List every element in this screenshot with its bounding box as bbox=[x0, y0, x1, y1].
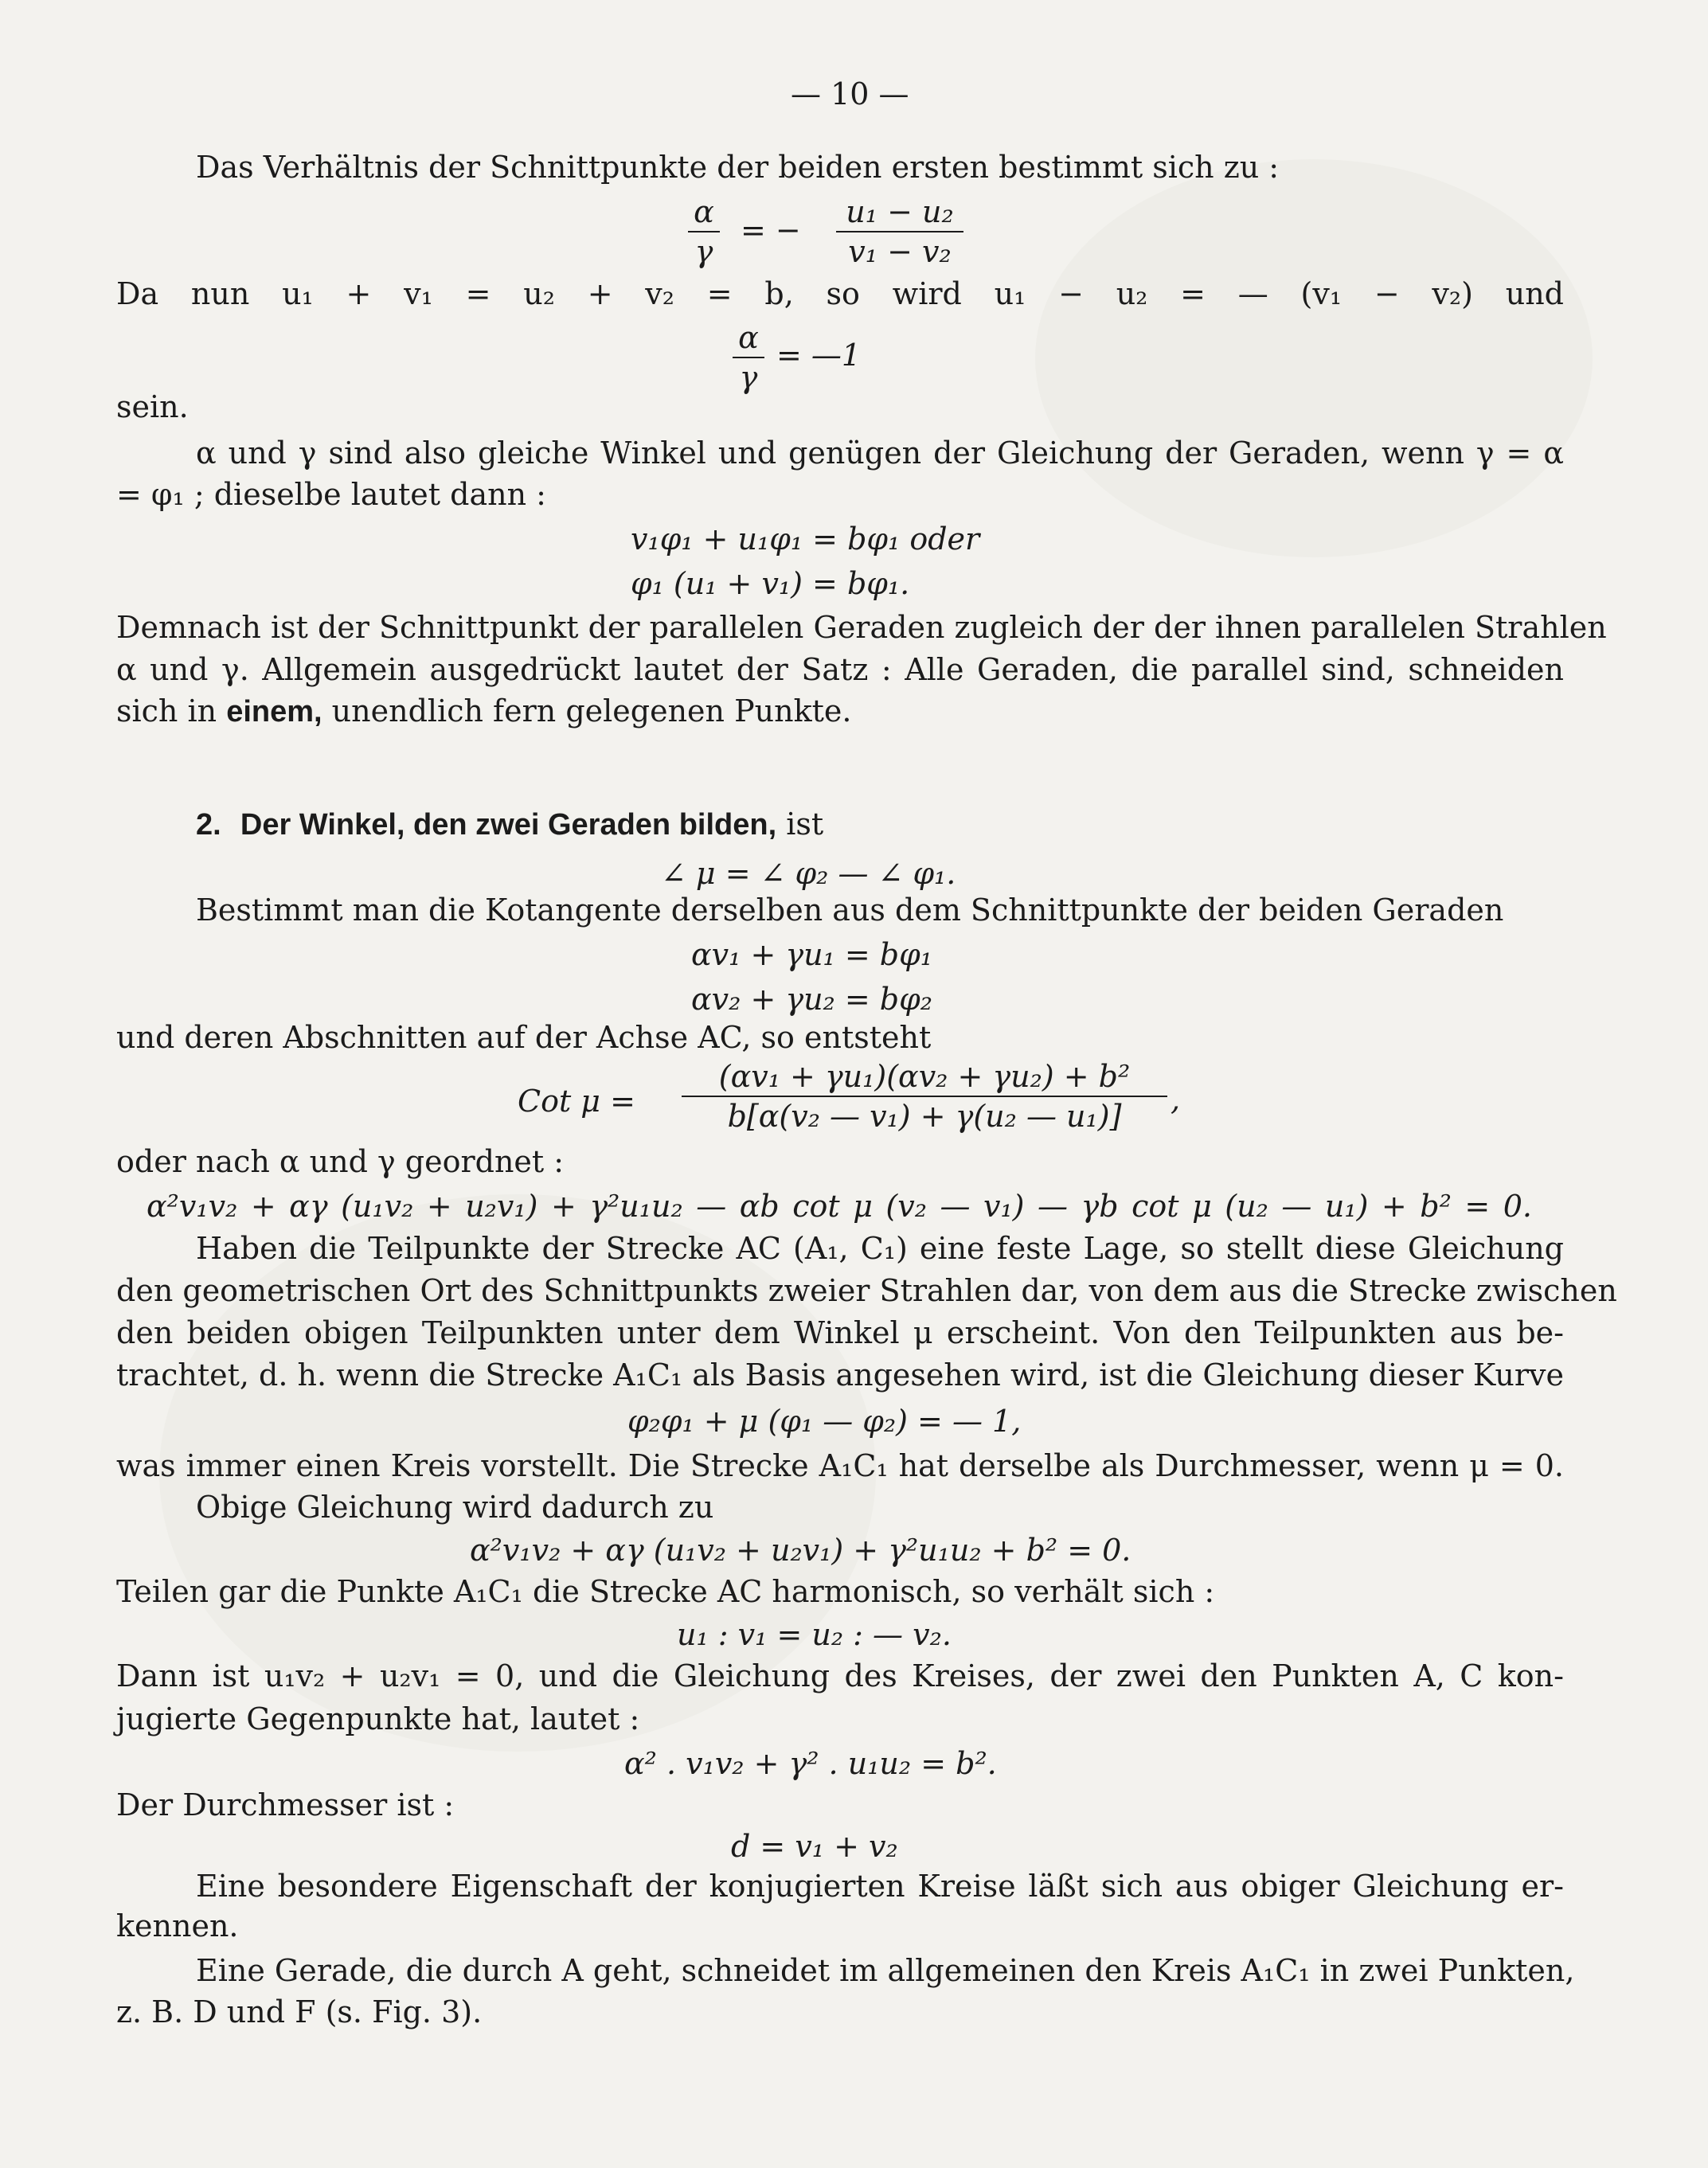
section-title: Der Winkel, den zwei Geraden bilden, bbox=[240, 808, 777, 842]
page-number: — 10 — bbox=[791, 76, 909, 111]
text-line: z. B. D und F (s. Fig. 3). bbox=[116, 1994, 483, 2029]
fraction-bar bbox=[733, 357, 764, 358]
text-line: Obige Gleichung wird dadurch zu bbox=[196, 1490, 714, 1525]
equation-comma: , bbox=[1171, 1082, 1181, 1117]
section-heading bbox=[196, 806, 823, 843]
fraction-bar bbox=[836, 231, 963, 232]
text-line: den beiden obigen Teilpunkten unter dem Winkel μ erscheint. Von den Teilpunkten aus be- bbox=[116, 1315, 1564, 1350]
fraction-alpha-gamma-2 bbox=[733, 320, 764, 395]
text-line: und deren Abschnitten auf der Achse AC, so entsteht bbox=[116, 1020, 932, 1055]
text-line: Teilen gar die Punkte A₁C₁ die Strecke AC harmonisch, so verhält sich : bbox=[116, 1574, 1215, 1609]
fraction-numerator: u₁ − u₂ bbox=[846, 194, 954, 229]
text-fragment: sich in bbox=[116, 693, 227, 729]
equation: v₁φ₁ + u₁φ₁ = bφ₁ oder bbox=[631, 521, 980, 557]
text-fragment: unendlich fern gelegenen Punkte. bbox=[322, 693, 852, 729]
fraction-denominator: b[α(v₂ — v₁) + γ(u₂ — u₁)] bbox=[727, 1099, 1122, 1134]
text-line: kennen. bbox=[116, 1908, 239, 1943]
text-line: Eine Gerade, die durch A geht, schneidet im allgemeinen den Kreis A₁C₁ in zwei Punkten, bbox=[196, 1953, 1575, 1988]
fraction-alpha-gamma bbox=[688, 194, 720, 269]
cot-fraction bbox=[682, 1059, 1167, 1134]
cot-label: Cot μ = bbox=[518, 1084, 635, 1119]
text-line: = φ₁ ; dieselbe lautet dann : bbox=[116, 477, 546, 512]
equation-long: α²v₁v₂ + αγ (u₁v₂ + u₂v₁) + γ²u₁u₂ — αb cot μ (v₂ — v₁) — γb cot μ (u₂ — u₁) + b² = 0. bbox=[147, 1189, 1532, 1224]
section-number: 2. bbox=[196, 808, 221, 842]
text-line: trachtet, d. h. wenn die Strecke A₁C₁ als Basis angesehen wird, ist die Gleichung dieser Kurve bbox=[116, 1357, 1564, 1393]
text-line: Das Verhältnis der Schnittpunkte der beiden ersten bestimmt sich zu : bbox=[196, 150, 1280, 185]
equation-result: = —1 bbox=[776, 338, 862, 373]
equation: d = v₁ + v₂ bbox=[731, 1829, 898, 1864]
text-line: Eine besondere Eigenschaft der konjugierten Kreise läßt sich aus obiger Gleichung er- bbox=[196, 1869, 1564, 1904]
text-line: Haben die Teilpunkte der Strecke AC (A₁, C₁) eine feste Lage, so stellt diese Gleichung bbox=[196, 1231, 1564, 1266]
fraction-denominator: γ bbox=[694, 234, 713, 269]
equation: φ₁ (u₁ + v₁) = bφ₁. bbox=[631, 566, 910, 601]
text-line: Dann ist u₁v₂ + u₂v₁ = 0, und die Gleichung des Kreises, der zwei den Punkten A, C kon- bbox=[116, 1658, 1564, 1693]
text-line: α und γ sind also gleiche Winkel und genügen der Gleichung der Geraden, wenn γ = α bbox=[196, 436, 1564, 471]
text-line: den geometrischen Ort des Schnittpunkts zweier Strahlen dar, von dem aus die Strecke zwischen bbox=[116, 1273, 1617, 1308]
equation: αv₂ + γu₂ = bφ₂ bbox=[691, 982, 932, 1017]
fraction-numerator: α bbox=[738, 320, 759, 355]
text-line: sein. bbox=[116, 389, 189, 424]
fraction-denominator: γ bbox=[739, 360, 758, 395]
text-line: Da nun u₁ + v₁ = u₂ + v₂ = b, so wird u₁ − u₂ = — (v₁ − v₂) und bbox=[116, 276, 1564, 311]
equation: α²v₁v₂ + αγ (u₁v₂ + u₂v₁) + γ²u₁u₂ + b² = 0. bbox=[470, 1533, 1132, 1568]
equation: αv₁ + γu₁ = bφ₁ bbox=[691, 937, 932, 972]
equation: ∠ μ = ∠ φ₂ — ∠ φ₁. bbox=[661, 856, 956, 891]
text-line: oder nach α und γ geordnet : bbox=[116, 1144, 565, 1179]
fraction-u-v bbox=[836, 194, 963, 269]
paper-stain bbox=[1035, 159, 1593, 557]
section-title-rest: ist bbox=[776, 807, 824, 842]
text-line: Demnach ist der Schnittpunkt der parallelen Geraden zugleich der der ihnen parallelen Strahlen bbox=[116, 610, 1607, 645]
equation-sign: = − bbox=[741, 213, 801, 248]
equation: u₁ : v₁ = u₂ : — v₂. bbox=[677, 1617, 952, 1652]
text-line bbox=[116, 693, 851, 730]
text-line: Bestimmt man die Kotangente derselben aus dem Schnittpunkte der beiden Geraden bbox=[196, 893, 1504, 928]
text-line: α und γ. Allgemein ausgedrückt lautet der Satz : Alle Geraden, die parallel sind, schneiden bbox=[116, 652, 1564, 687]
equation: α² . v₁v₂ + γ² . u₁u₂ = b². bbox=[624, 1746, 997, 1781]
fraction-numerator: (αv₁ + γu₁)(αv₂ + γu₂) + b² bbox=[718, 1059, 1131, 1094]
fraction-bar bbox=[688, 231, 720, 232]
text-line: Der Durchmesser ist : bbox=[116, 1787, 455, 1822]
fraction-numerator: α bbox=[694, 194, 714, 229]
fraction-bar bbox=[682, 1096, 1167, 1097]
equation: φ₂φ₁ + μ (φ₁ — φ₂) = — 1, bbox=[627, 1404, 1022, 1439]
emphasis-word: einem, bbox=[226, 695, 322, 729]
fraction-denominator: v₁ − v₂ bbox=[848, 234, 952, 269]
text-line: was immer einen Kreis vorstellt. Die Strecke A₁C₁ hat derselbe als Durchmesser, wenn μ = 0. bbox=[116, 1448, 1564, 1483]
text-line: jugierte Gegenpunkte hat, lautet : bbox=[116, 1701, 640, 1736]
